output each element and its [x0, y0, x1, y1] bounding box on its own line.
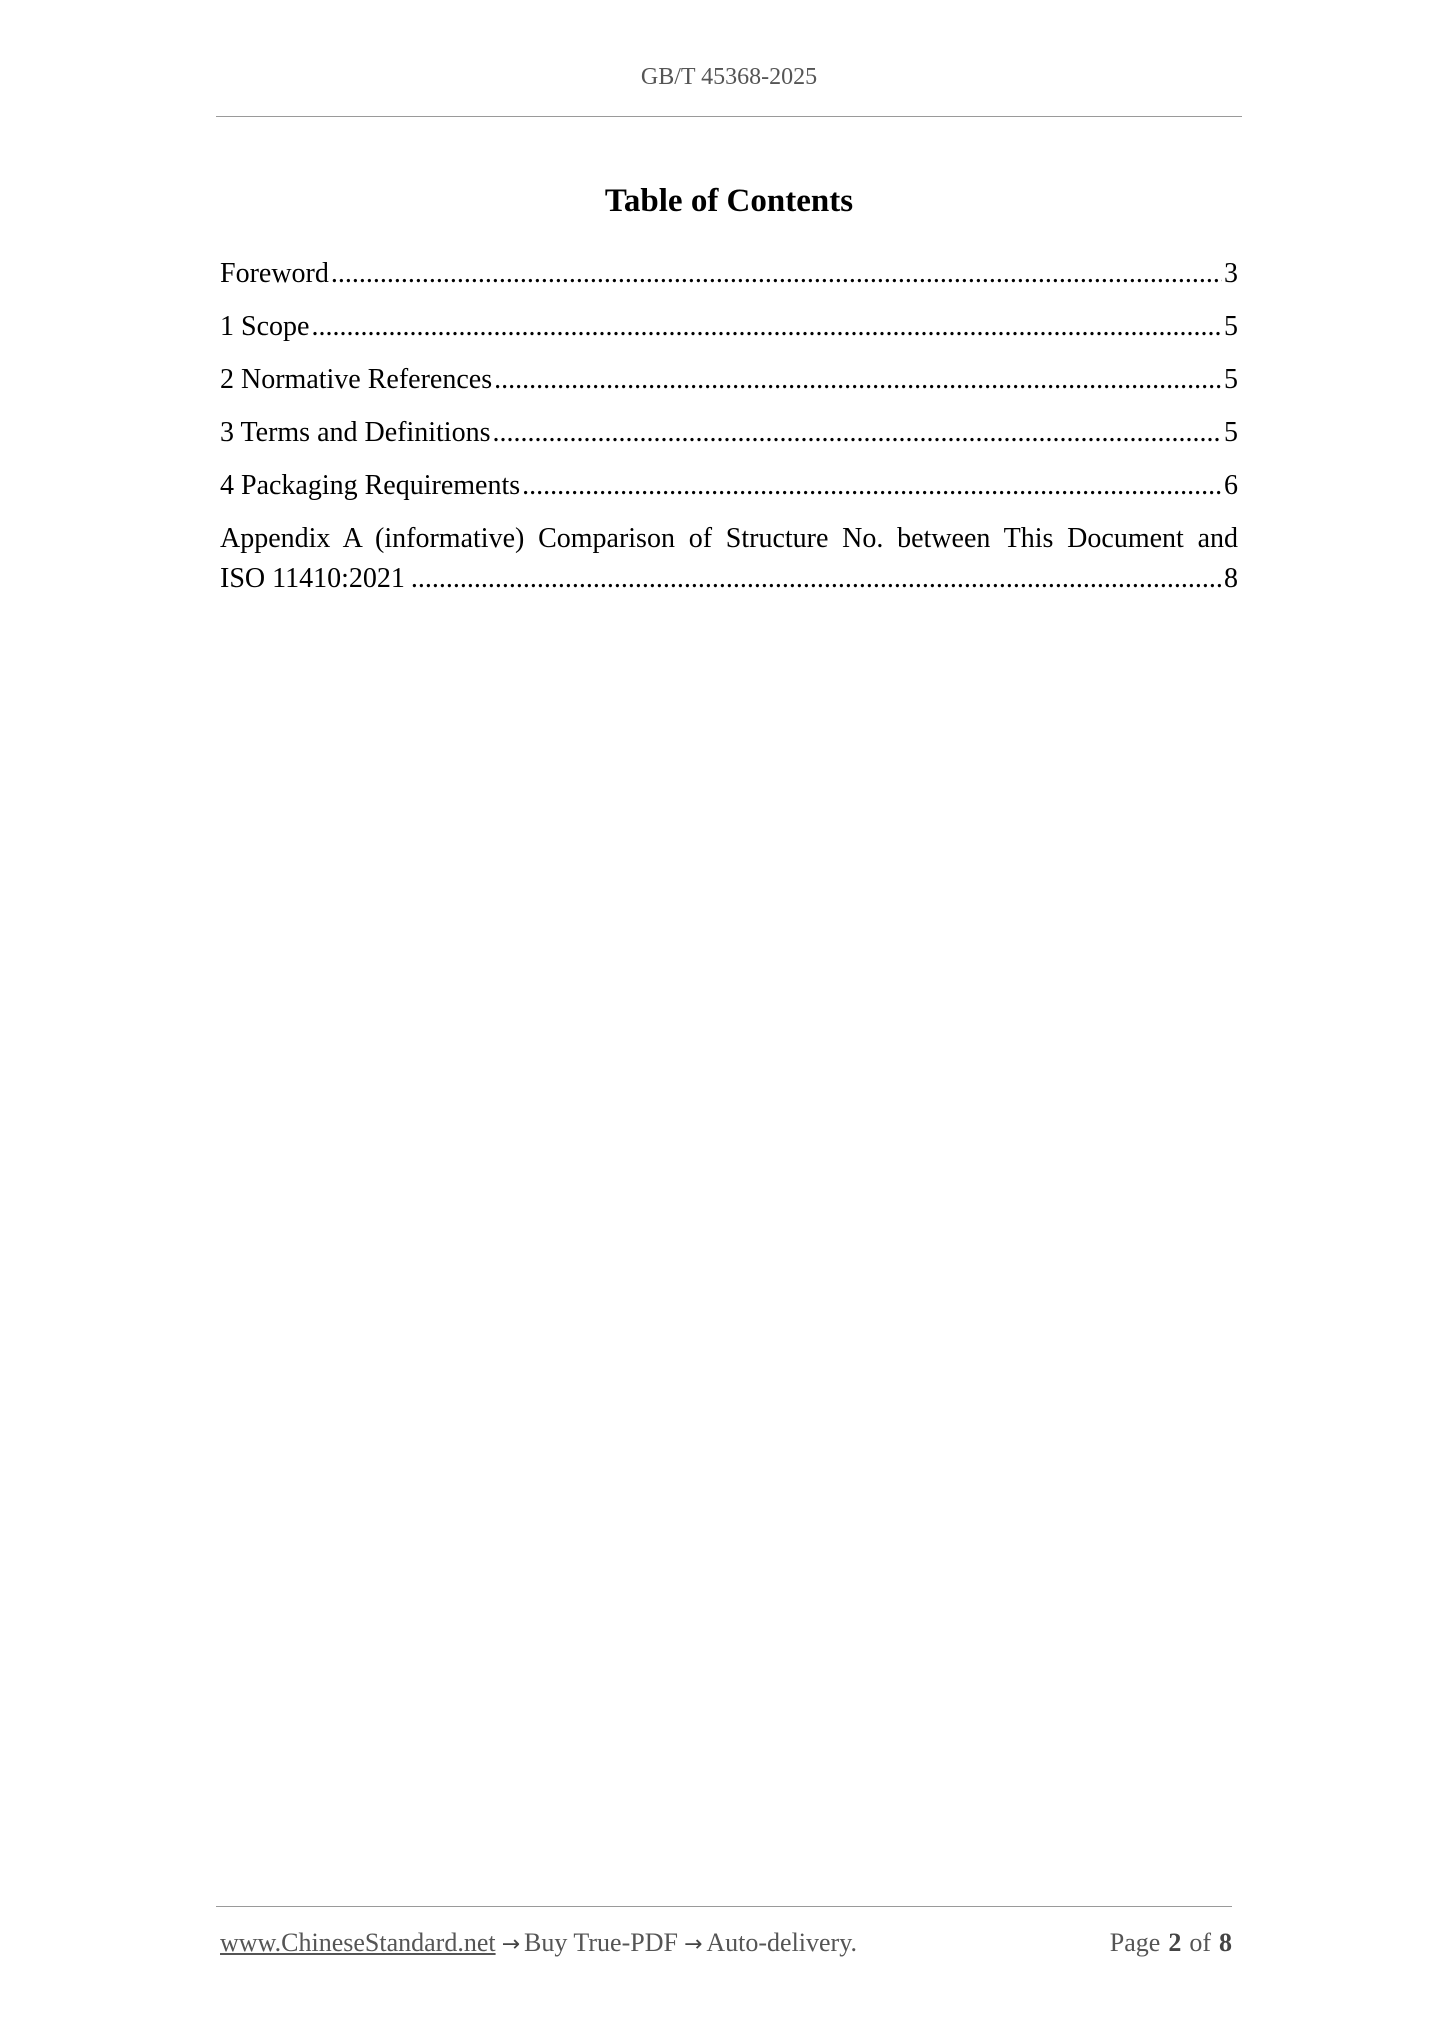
document-header: GB/T 45368-2025: [640, 64, 818, 90]
toc-entry-label: 4 Packaging Requirements: [220, 470, 521, 501]
document-footer: [220, 1926, 1232, 1962]
dot-leader: [522, 466, 1222, 506]
toc-entry-label: 2 Normative References: [220, 364, 493, 395]
page-indicator: [1110, 1926, 1232, 1960]
toc-page-number: 8: [1224, 563, 1238, 594]
toc-page-number: 5: [1224, 364, 1238, 395]
page-word: Page: [1109, 1928, 1161, 1957]
right-arrow-icon: →: [683, 1932, 703, 1957]
toc-entry-label: Foreword: [220, 258, 329, 289]
toc-entry-label: 1 Scope: [220, 311, 310, 342]
toc-entry-foreword[interactable]: [220, 254, 1238, 294]
toc-page-number: 3: [1224, 258, 1238, 289]
table-of-contents: [220, 254, 1238, 612]
current-page-number: 2: [1168, 1928, 1182, 1957]
footer-divider: [216, 1906, 1232, 1907]
toc-title: Table of Contents: [604, 183, 854, 219]
toc-entry-scope[interactable]: [220, 307, 1238, 347]
toc-page-number: 6: [1224, 470, 1238, 501]
toc-page-number: 5: [1224, 417, 1238, 448]
footer-step-delivery: Auto-delivery.: [706, 1928, 858, 1957]
dot-leader: [492, 413, 1222, 453]
header-divider: [216, 116, 1242, 117]
toc-entry-label-line2: ISO 11410:2021: [220, 563, 405, 594]
footer-step-buy: Buy True-PDF: [524, 1928, 678, 1957]
toc-entry-normative-references[interactable]: [220, 360, 1238, 400]
toc-entry-appendix-a[interactable]: [220, 519, 1238, 599]
dot-leader: [311, 307, 1222, 347]
dot-leader: [411, 559, 1222, 599]
toc-entry-packaging-requirements[interactable]: [220, 466, 1238, 506]
website-link[interactable]: www.ChineseStandard.net: [220, 1928, 496, 1957]
right-arrow-icon: →: [501, 1932, 521, 1957]
dot-leader: [494, 360, 1222, 400]
toc-page-number: 5: [1224, 311, 1238, 342]
toc-entry-terms-and-definitions[interactable]: [220, 413, 1238, 453]
of-word: of: [1189, 1928, 1211, 1957]
dot-leader: [331, 254, 1222, 294]
footer-promo: [220, 1926, 857, 1962]
total-page-count: 8: [1219, 1928, 1232, 1957]
toc-entry-label-line1: Appendix A (informative) Comparison of Structure No. between This Document and: [220, 523, 1238, 554]
toc-entry-label: 3 Terms and Definitions: [220, 417, 491, 448]
